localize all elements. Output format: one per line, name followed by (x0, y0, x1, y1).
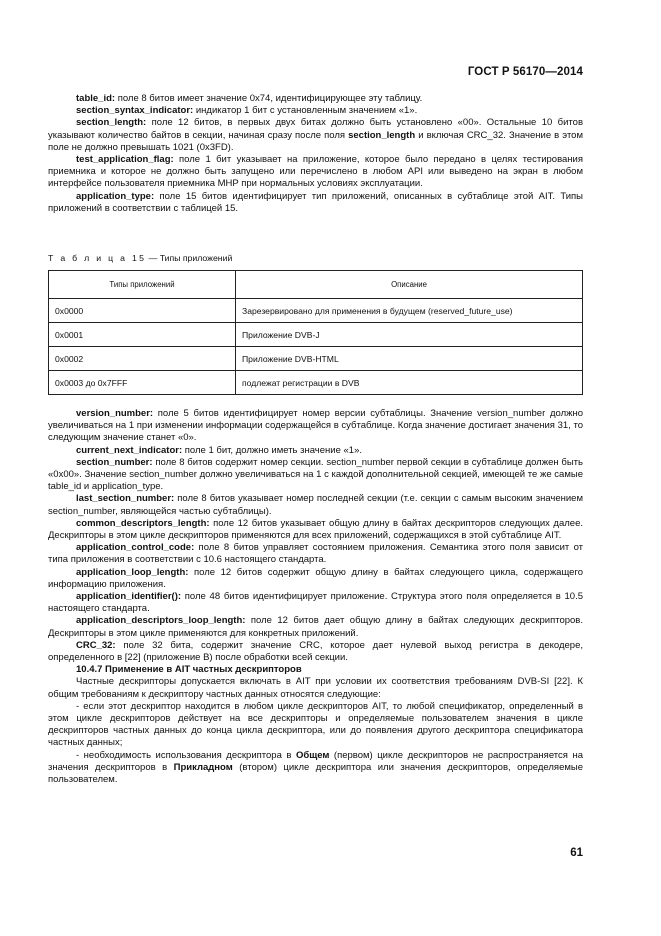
cell-type: 0x0003 до 0x7FFF (49, 371, 236, 395)
emphasis-general: Общем (295, 749, 330, 761)
paragraph-application-control-code (48, 542, 583, 566)
table-header-row (49, 271, 583, 299)
definition: поле 12 битов, в первых двух битах должно быть установлено «00». Остальные 10 битов указывают количество байтов в секции, начиная сразу после поля (48, 117, 583, 141)
term: current_next_indicator: (76, 444, 183, 456)
term: application_type: (76, 190, 155, 202)
list-item: - если этот дескриптор находится в любом цикле дескрипторов AIT, то любой спецификатор, определенный в этом цикле дескрипторов действует на все дескрипторы и определяемые пользователем значения в цикле дескрипторов частных данных до конца цикла дескриптора, или до появления другого дескриптора спецификатора частных данных; (48, 700, 583, 749)
definition: поле 8 битов указывает номер последней секции (т.е. секции с самым высоким значением section_number, являющейся частью субтаблицы). (48, 493, 583, 517)
cell-description: Приложение DVB-J (236, 323, 583, 347)
term: test_application_flag: (76, 154, 174, 166)
definition: поле 48 битов идентифицирует приложение. Структура этого поля определяется в 10.5 настоящего стандарта. (48, 591, 583, 615)
list-item-text: (втором) цикле дескриптора или значения дескрипторов, определяемые пользователем. (48, 761, 583, 786)
definition: поле 8 битов содержит номер секции. section_number первой секции в субтаблице должен быть «0x00». Значение section_number должно увеличиваться на 1 с каждой дополнительной секцией, имеющей те же самые table_id и application_type. (48, 456, 583, 493)
definition: поле 5 битов идентифицирует номер версии субтаблицы. Значение version_number должно увеличиваться на 1 при изменении информации содержащейся в субтаблице. Когда значение достигает значения 31, то следующим значение станет «0». (48, 408, 583, 444)
definition: поле 12 битов дает общую длину в байтах следующих дескрипторов. Дескрипторы в этом цикле применяются для конкретных приложений. (48, 615, 583, 639)
term: CRC_32: (76, 639, 116, 651)
bottom-text-block (48, 408, 583, 786)
term: application_loop_length: (76, 566, 189, 578)
definition-cont: и включая CRC_32. Значение в этом поле не должно превышать 1021 (0x3FD). (48, 129, 583, 153)
paragraph-application-loop-length (48, 567, 583, 591)
definition: поле 32 бита, содержит значение CRC, которое дает нулевой выход регистра в декодере, определенного в [22] (приложение В) после обработки всей секции. (48, 639, 583, 664)
term: section_number: (76, 456, 153, 468)
definition: поле 1 бит, должно иметь значение «1». (182, 444, 363, 456)
paragraph-last-section-number (48, 493, 583, 517)
paragraph-current-next-indicator (48, 445, 583, 457)
term-inline: section_length (348, 129, 416, 141)
table-row (49, 323, 583, 347)
definition: поле 8 битов управляет состоянием приложения. Семантика этого поля зависит от типа приложения в соответствии с 10.6 настоящего стандарта. (48, 542, 583, 566)
paragraph-version-number (48, 408, 583, 445)
definition: поле 12 битов содержит общую длину в байтах следующего цикла, содержащего информацию приложения. (48, 566, 583, 590)
page-number: 61 (570, 847, 583, 859)
definition: поле 1 бит указывает на приложение, которое было передано в целях тестирования приемника и которое не должно быть запущено или перечислено в любом API или выведено на экран в любом интерфейсе пользователя приемника MHP при нормальных условиях эксплуатации. (48, 154, 583, 190)
term: last_section_number: (76, 493, 175, 505)
term: section_syntax_indicator: (76, 105, 194, 117)
paragraph-common-descriptors-length (48, 518, 583, 542)
paragraph-table-id (48, 93, 583, 105)
list-item-text: - необходимость использования дескриптора в (76, 749, 296, 761)
column-header-description: Описание (236, 271, 583, 299)
term: application_control_code: (76, 542, 195, 554)
list-item (48, 750, 583, 787)
list-item-text: (первом) цикле дескрипторов не распространяется на значения дескрипторов в (48, 749, 583, 773)
term: version_number: (76, 408, 154, 419)
application-types-table (48, 270, 583, 395)
paragraph-section-length (48, 117, 583, 154)
emphasis-applied: Прикладном (173, 761, 233, 773)
paragraph-application-type (48, 191, 583, 215)
paragraph-crc-32 (48, 640, 583, 664)
cell-description: Приложение DVB-HTML (236, 347, 583, 371)
cell-type: 0x0000 (49, 299, 236, 323)
definition: индикатор 1 бит с установленным значением «1». (193, 105, 418, 117)
term: table_id: (76, 93, 116, 104)
paragraph-application-identifier (48, 591, 583, 615)
table-caption-title: — Типы приложений (146, 253, 233, 263)
table-row (49, 347, 583, 371)
term: application_identifier(): (76, 591, 182, 603)
cell-type: 0x0001 (49, 323, 236, 347)
cell-description: подлежат регистрации в DVB (236, 371, 583, 395)
top-text-block (48, 93, 583, 215)
definition: поле 15 битов идентифицирует тип приложений, описанных в субтаблице этой AIT. Типы приложений в соответствии с таблицей 15. (48, 190, 583, 214)
term: application_descriptors_loop_length: (76, 615, 246, 627)
term: section_length: (76, 117, 147, 129)
column-header-types: Типы приложений (49, 271, 236, 299)
paragraph-section-syntax-indicator (48, 105, 583, 117)
term: common_descriptors_length: (76, 517, 210, 529)
definition: поле 8 битов имеет значение 0x74, идентифицирующее эту таблицу. (115, 93, 423, 104)
section-intro: Частные дескрипторы допускается включать в AIT при условии их соответствия требованиям DVB-SI [22]. К общим требованиям к дескриптору частных данных относятся следующие: (48, 676, 583, 700)
section-heading: 10.4.7 Применение в AIT частных дескрипторов (76, 664, 302, 676)
document-header: ГОСТ Р 56170—2014 (467, 66, 583, 78)
paragraph-test-application-flag (48, 154, 583, 191)
paragraph-application-descriptors-loop-length (48, 615, 583, 639)
table-row (49, 299, 583, 323)
paragraph-section-number (48, 457, 583, 494)
table-caption-number: Т а б л и ц а 15 (48, 253, 147, 263)
cell-description: Зарезервировано для применения в будущем (reserved_future_use) (236, 299, 583, 323)
table-row (49, 371, 583, 395)
table-caption (48, 253, 232, 263)
definition: поле 12 битов указывает общую длину в байтах дескрипторов следующих далее. Дескрипторы в этом цикле дескрипторов применяются для всех приложений, содержащихся в этой субтаблице AIT. (48, 517, 583, 542)
cell-type: 0x0002 (49, 347, 236, 371)
